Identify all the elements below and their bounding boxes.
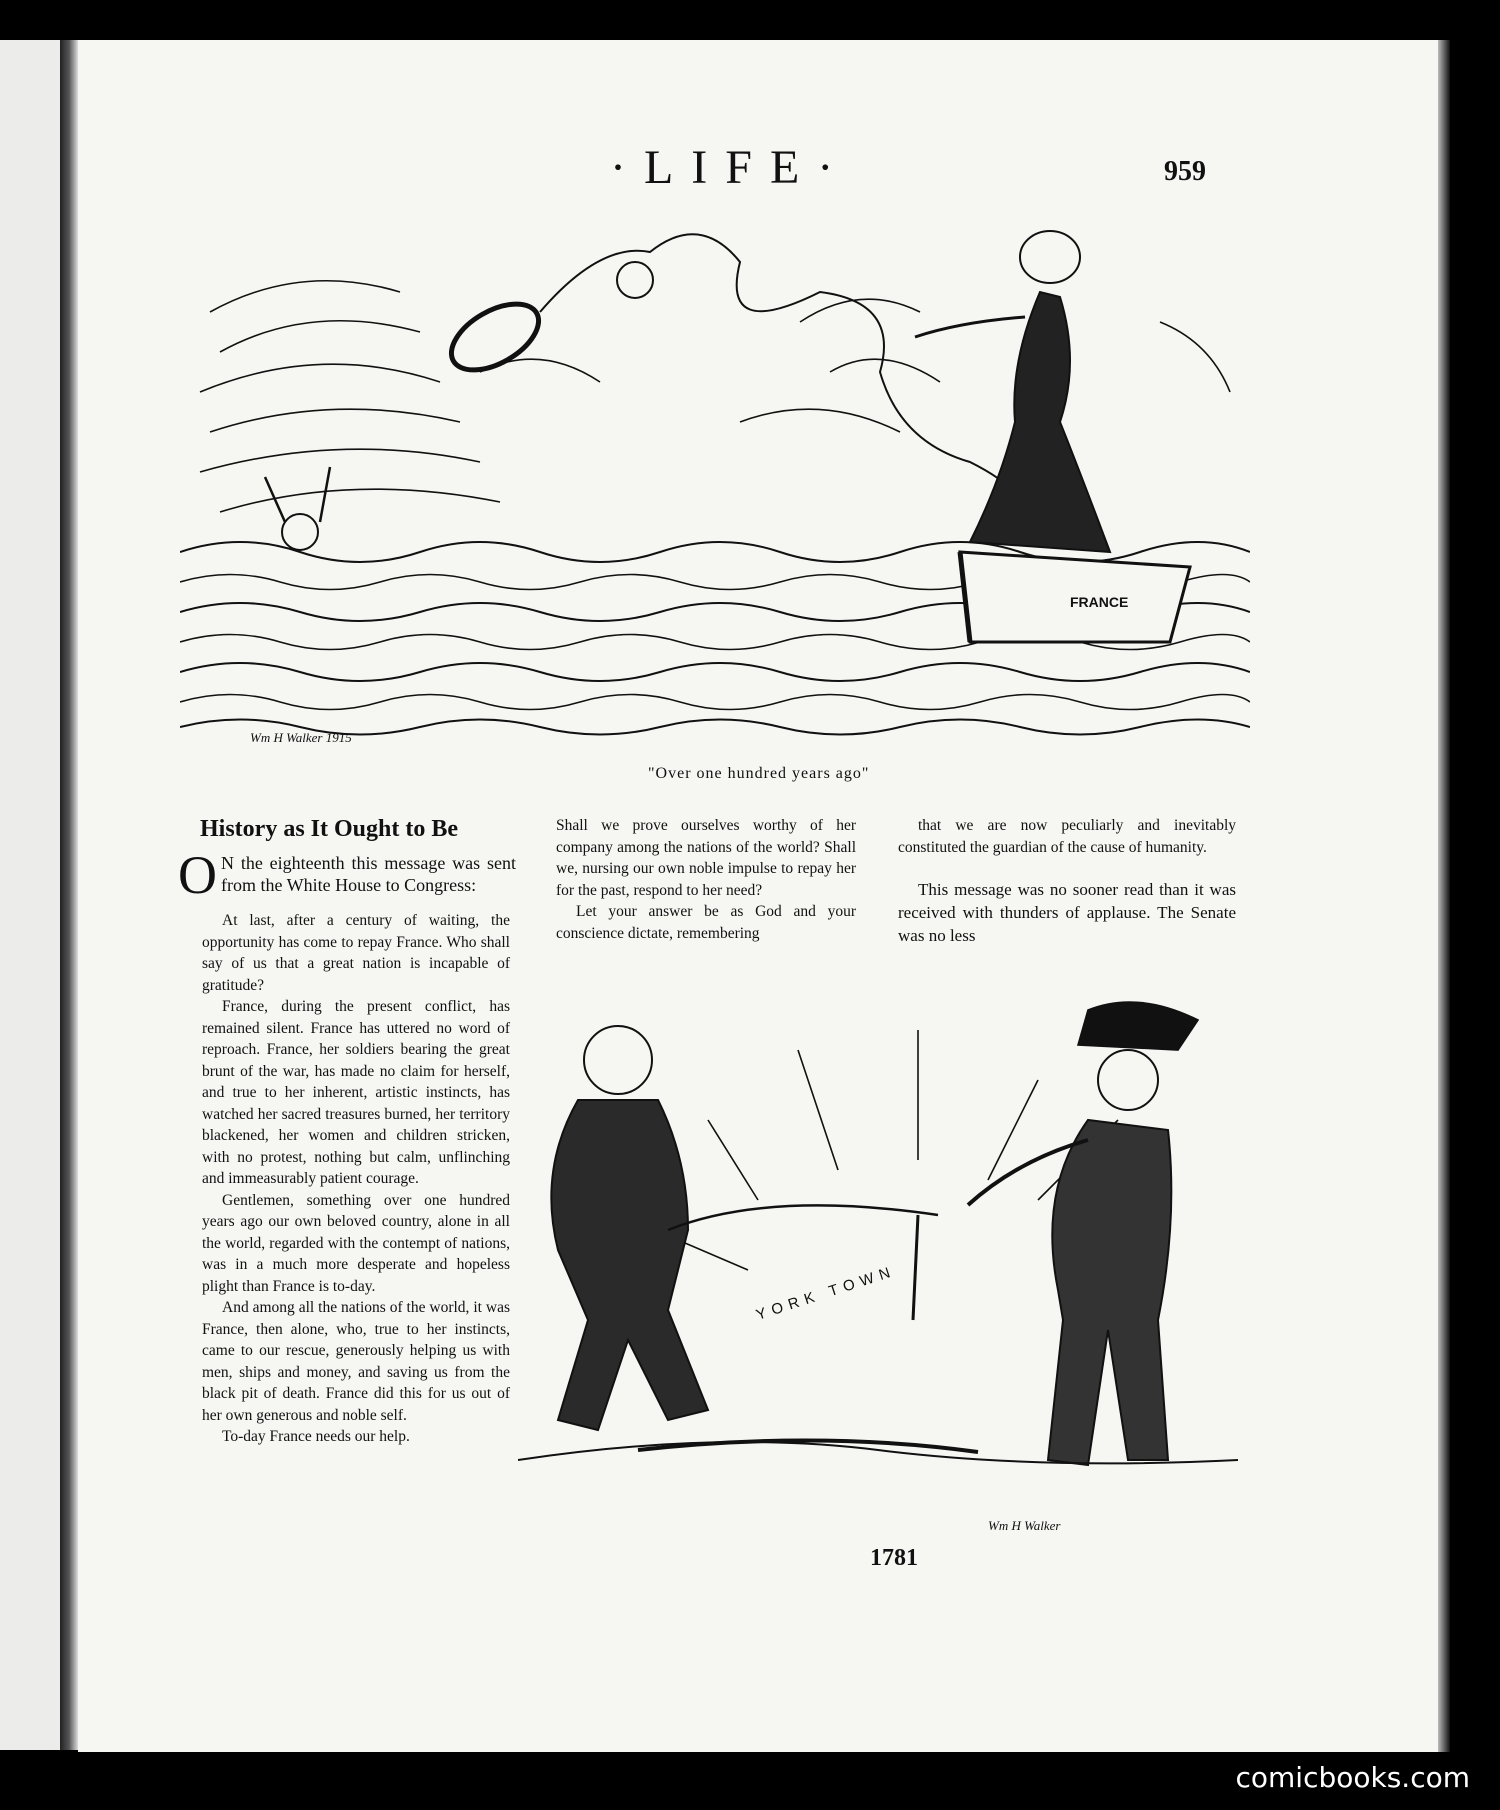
ground-label: YORK TOWN <box>753 1262 899 1324</box>
col1-paragraph: And among all the nations of the world, it was France, then alone, who, true to her instincts, came to our rescue, generously helping us with men, ships and money, and saving us from the black pit of death. France did this for us out of her own generous and noble self. <box>202 1299 510 1424</box>
bottom-cartoon-caption: 1781 <box>870 1545 918 1571</box>
article-column-1 <box>178 845 516 1448</box>
masthead-title: ·LIFE· <box>610 141 852 194</box>
previous-page-spine <box>0 40 60 1750</box>
col1-paragraph: At last, after a century of waiting, the opportunity has come to repay France. Who shall say of us that a great nation is incapable of gratitude? <box>202 912 510 994</box>
col1-paragraph: France, during the present conflict, has remained silent. France has uttered no word of reproach. France, her soldiers bearing the great brunt of the war, has made no claim for herself, and true to her inherent, artistic instincts, has watched her sacred treasures burned, her territory blackened, her women and children stricken, with no protest, nothing but calm, unflinching and immeasurably patient courage. <box>202 998 510 1187</box>
article-intro <box>178 845 516 905</box>
article-title: History as It Ought to Be <box>200 816 458 842</box>
article-column-2 <box>556 815 856 944</box>
col3-paragraph: This message was no sooner read than it was received with thunders of applause. The Senate was no less <box>898 880 1236 945</box>
page-right-edge <box>1438 40 1450 1752</box>
cartoon-top-illustration <box>180 222 1250 742</box>
col1-paragraph: Gentlemen, something over one hundred years ago our own beloved country, alone in all the world, regarded with the contempt of nations, was in a much more desperate and hopeless plight than France is to-day. <box>202 1191 510 1295</box>
intro-text: N the eighteenth this message was sent from the White House to Congress: <box>221 853 516 895</box>
col2-paragraph: Let your answer be as God and your conscience dictate, remembering <box>556 903 856 942</box>
drop-cap: O <box>178 845 217 905</box>
page-number: 959 <box>1164 156 1206 187</box>
article-column-3 <box>898 815 1236 947</box>
col2-paragraph: Shall we prove ourselves worthy of her company among the nations of the world? Shall we, nursing our own noble impulse to repay her for the past, respond to her need? <box>556 817 856 899</box>
col1-paragraph: To-day France needs our help. <box>222 1428 410 1445</box>
bottom-cartoon-signature: Wm H Walker <box>988 1518 1061 1533</box>
top-cartoon-caption: "Over one hundred years ago" <box>648 765 870 782</box>
cartoon-bottom-illustration <box>518 990 1238 1540</box>
boat-label: FRANCE <box>1070 594 1129 610</box>
top-cartoon-signature: Wm H Walker 1915 <box>250 730 352 742</box>
watermark: comicbooks.com <box>1235 1761 1470 1794</box>
page-gutter <box>60 40 78 1750</box>
col3-paragraph: that we are now peculiarly and inevitably constituted the guardian of the cause of humanity. <box>898 817 1236 856</box>
